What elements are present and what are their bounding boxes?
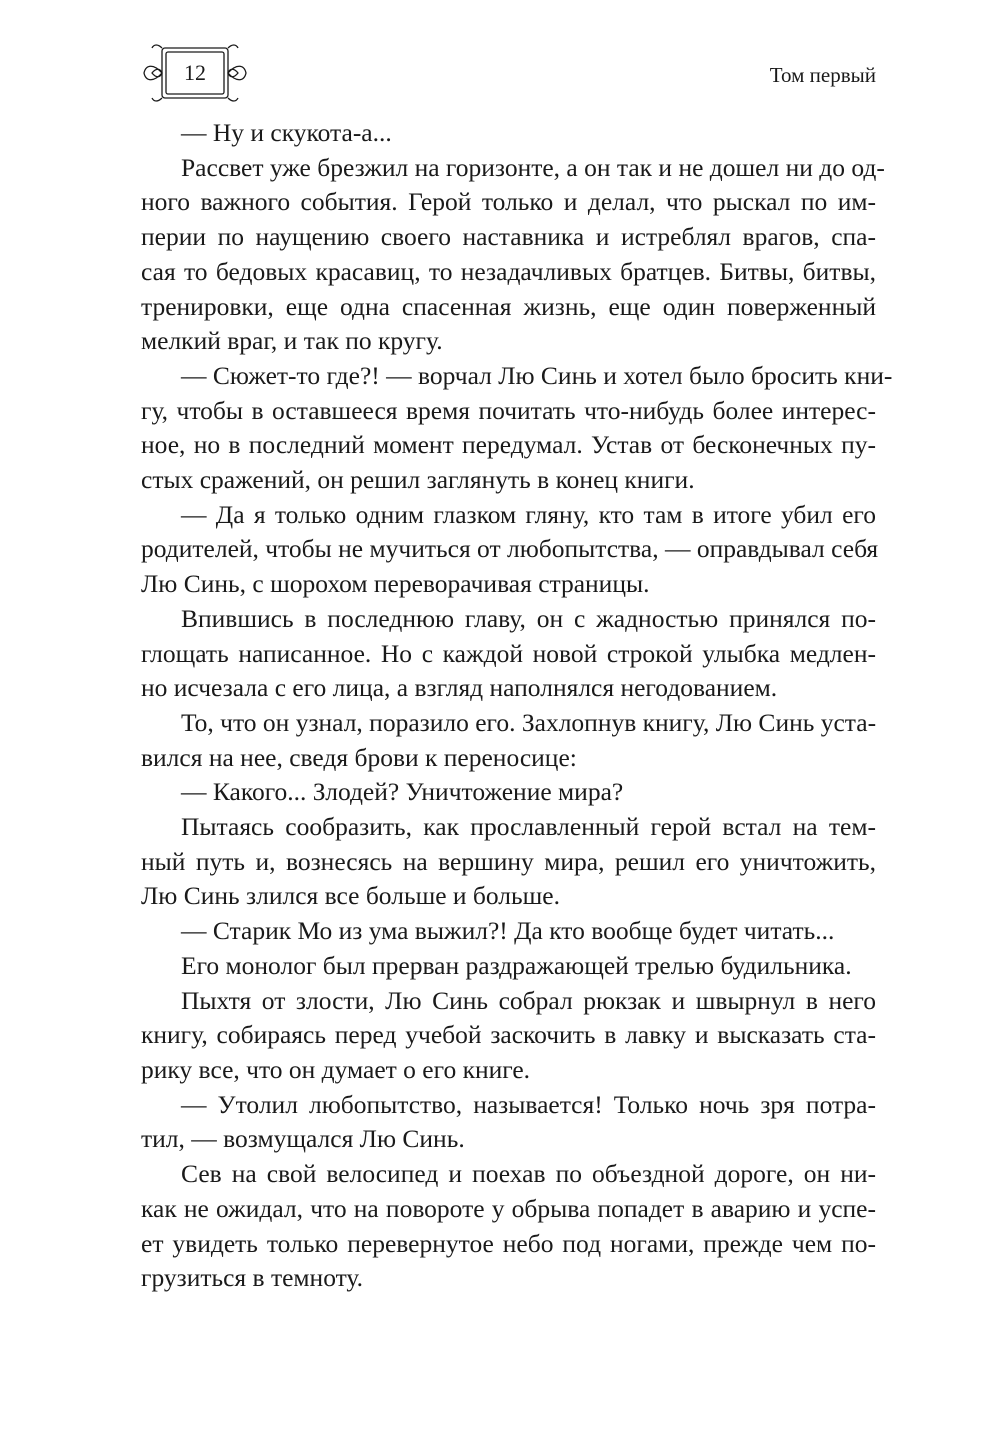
text-line: ное, но в последний момент передумал. Устав от бесконечных пу- [141, 430, 876, 460]
text-line: Впившись в последнюю главу, он с жадностью принялся по- [181, 603, 876, 633]
text-line: грузиться в темноту. [141, 1263, 363, 1293]
text-line: — Ну и скукота-а... [181, 118, 392, 147]
body-text [141, 116, 893, 1296]
text-line: мелкий враг, и так по кругу. [141, 326, 443, 356]
paragraph [141, 116, 876, 151]
text-line: гу, чтобы в оставшееся время почитать что-нибудь более интерес- [141, 395, 876, 425]
text-line: глощать написанное. Но с каждой новой строкой улыбка медлен- [141, 638, 876, 668]
text-line: ет увидеть только перевернутое небо под ногами, прежде чем по- [141, 1228, 876, 1258]
paragraph [141, 914, 876, 949]
text-line: тил, — возмущался Лю Синь. [141, 1124, 465, 1154]
text-line: тренировки, еще одна спасенная жизнь, еще один поверженный [141, 291, 876, 321]
text-line: Пыхтя от злости, Лю Синь собрал рюкзак и швырнул в него [181, 985, 876, 1015]
text-line: перии по наущению своего наставника и истреблял врагов, спа- [141, 222, 876, 252]
paragraph [141, 602, 876, 706]
text-line: но исчезала с его лица, а взгляд наполнялся негодованием. [141, 673, 778, 703]
text-line: — Утолил любопытство, называется! Только ночь зря потра- [181, 1089, 876, 1119]
text-line: Рассвет уже брезжил на горизонте, а он так и не дошел ни до од- [181, 152, 885, 182]
text-line: Лю Синь злился все больше и больше. [141, 881, 560, 911]
paragraph [141, 151, 885, 359]
text-line: Лю Синь, с шорохом переворачивая страницы. [141, 569, 650, 599]
paragraph [141, 949, 876, 984]
paragraph [141, 775, 876, 810]
paragraph [141, 984, 876, 1088]
text-line: — Да я только одним глазком гляну, кто там в итоге убил его [181, 499, 876, 529]
text-line: — Какого... Злодей? Уничтожение мира? [181, 777, 624, 807]
text-line: родителей, чтобы не мучиться от любопытства, — оправдывал себя [141, 534, 879, 564]
text-line: сая то бедовых красавиц, то незадачливых братцев. Битвы, битвы, [141, 256, 876, 286]
text-line: ного важного события. Герой только и делал, что рыскал по им- [141, 187, 876, 217]
paragraph [141, 1157, 876, 1296]
text-line: ный путь и, вознесясь на вершину мира, решил его уничтожить, [141, 846, 876, 876]
text-line: Сев на свой велосипед и поехав по объездной дороге, он ни- [181, 1159, 876, 1189]
paragraph [141, 706, 876, 775]
running-head: Том первый [769, 63, 876, 87]
text-line: вился на нее, сведя брови к переносице: [141, 742, 577, 772]
text-line: как не ожидал, что на повороте у обрыва попадет в аварию и успе- [141, 1193, 876, 1223]
page-header [140, 42, 880, 104]
text-line: стых сражений, он решил заглянуть в конец книги. [141, 465, 695, 495]
text-line: Пытаясь сообразить, как прославленный герой встал на тем- [181, 812, 876, 842]
text-line: книгу, собираясь перед учебой заскочить в лавку и высказать ста- [141, 1020, 876, 1050]
text-line: Его монолог был прерван раздражающей трелью будильника. [181, 950, 852, 980]
text-line: — Старик Мо из ума выжил?! Да кто вообще будет читать... [181, 916, 835, 946]
paragraph [141, 1088, 876, 1157]
page-number: 12 [184, 60, 206, 85]
paragraph [141, 359, 893, 498]
paragraph [141, 810, 876, 914]
paragraph [141, 498, 879, 602]
text-line: То, что он узнал, поразило его. Захлопнув книгу, Лю Синь уста- [181, 707, 877, 737]
text-line: — Сюжет-то где?! — ворчал Лю Синь и хотел было бросить кни- [181, 360, 893, 390]
text-line: рику все, что он думает о его книге. [141, 1054, 531, 1084]
